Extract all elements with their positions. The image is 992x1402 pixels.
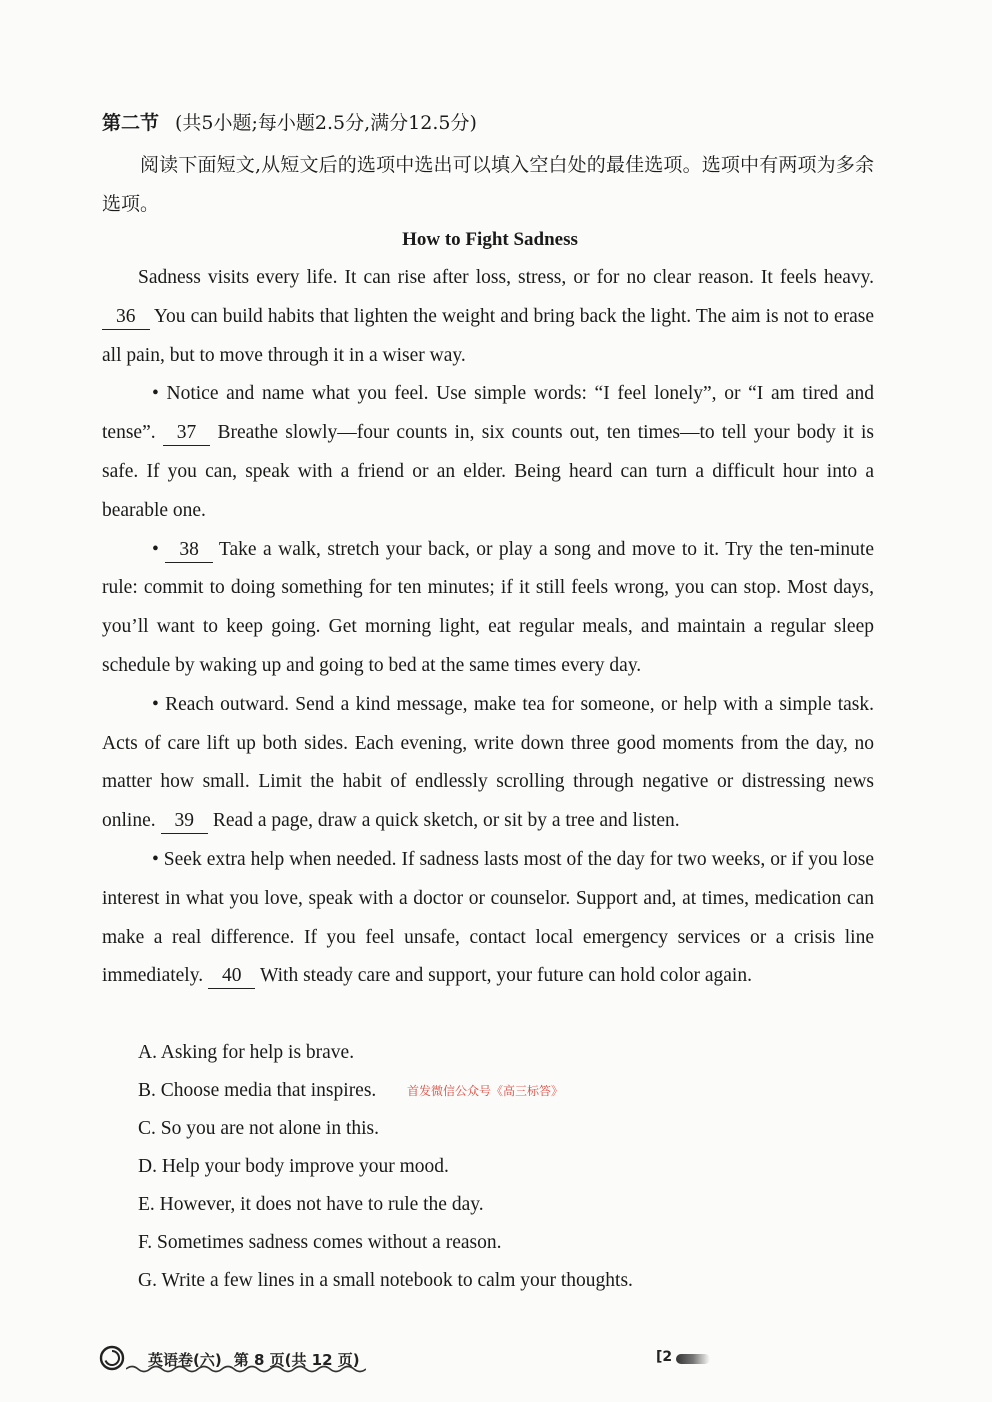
paragraph-5 (102, 841, 874, 996)
blank-38: 38 (165, 538, 213, 563)
footer-code: [2 (656, 1349, 673, 1365)
paragraph-text: • (152, 538, 166, 560)
option-f: F. Sometimes sadness comes without a reason. (138, 1232, 502, 1253)
option-a: A. Asking for help is brave. (138, 1042, 355, 1063)
instructions: 阅读下面短文,从短文后的选项中选出可以填入空白处的最佳选项。选项中有两项为多余选项。 (102, 154, 874, 215)
paragraph-text: You can build habits that lighten the weight and bring back the light. The aim is not to erase all pain, but to move through it in a wiser way. (102, 305, 874, 366)
paragraph-text: Breathe slowly—four counts in, six counts out, ten times—to tell your body it is safe. If you can, speak with a friend or an elder. Being heard can turn a difficult hour into a bearable one. (102, 422, 874, 521)
blank-39: 39 (161, 809, 209, 834)
option-g: G. Write a few lines in a small notebook to calm your thoughts. (138, 1270, 633, 1291)
footer-underline-decoration (126, 1364, 366, 1374)
spiral-logo-icon (99, 1345, 125, 1371)
paragraph-text: • Notice and name what you feel. Use simple words: “I feel lonely”, or “I am tired and tense”. (102, 383, 874, 444)
paragraph-text: With steady care and support, your future can hold color again. (255, 965, 752, 987)
passage-title: How to Fight Sadness (402, 229, 578, 250)
paragraph-1 (102, 259, 874, 375)
section-header (102, 108, 882, 138)
paragraph-text: Sadness visits every life. It can rise after loss, stress, or for no clear reason. It feels heavy. (138, 267, 874, 288)
blank-36: 36 (102, 305, 150, 330)
paragraph-2 (102, 375, 874, 530)
paragraph-3 (102, 531, 874, 686)
section-info: (共5小题;每小题2.5分,满分12.5分) (175, 112, 477, 134)
footer-page-number: 第 8 页(共 12 页) (233, 1351, 360, 1369)
options-list (138, 1034, 898, 1300)
blank-37: 37 (163, 421, 211, 446)
footer-paper-name: 英语卷(六) (148, 1351, 222, 1369)
footer-code-smudge (676, 1354, 710, 1364)
option-e: E. However, it does not have to rule the day. (138, 1194, 484, 1215)
wechat-note: 首发微信公众号《高三标答》 (407, 1084, 564, 1098)
passage (102, 259, 874, 996)
paragraph-4 (102, 686, 874, 841)
paragraph-text: Read a page, draw a quick sketch, or sit by a tree and listen. (208, 810, 680, 832)
section-label: 第二节 (102, 112, 160, 134)
paragraph-text: • Seek extra help when needed. If sadness lasts most of the day for two weeks, or if you lose interest in what you love, speak with a doctor or counselor. Support and, at times, medication can make a real difference. If you feel unsafe, contact local emergency services or a crisis line immediately. (102, 848, 874, 987)
paragraph-text: Take a walk, stretch your back, or play a song and move to it. Try the ten-minute rule: commit to doing something for ten minutes; if it still feels wrong, you can stop. Most days, you’ll want to keep going. Get morning light, eat regular meals, and maintain a regular sleep schedule by waking up and going to bed at the same times every day. (102, 538, 875, 676)
paragraph-text: • Reach outward. Send a kind message, make tea for someone, or help with a simple task. Acts of care lift up both sides. Each evening, write down three good moments from the day, no matter how small. Limit the habit of endlessly scrolling through negative or distressing news online. (102, 693, 874, 832)
option-d: D. Help your body improve your mood. (138, 1156, 449, 1177)
option-c: C. So you are not alone in this. (138, 1118, 380, 1139)
option-b: B. Choose media that inspires. (138, 1080, 377, 1101)
blank-40: 40 (208, 964, 256, 989)
